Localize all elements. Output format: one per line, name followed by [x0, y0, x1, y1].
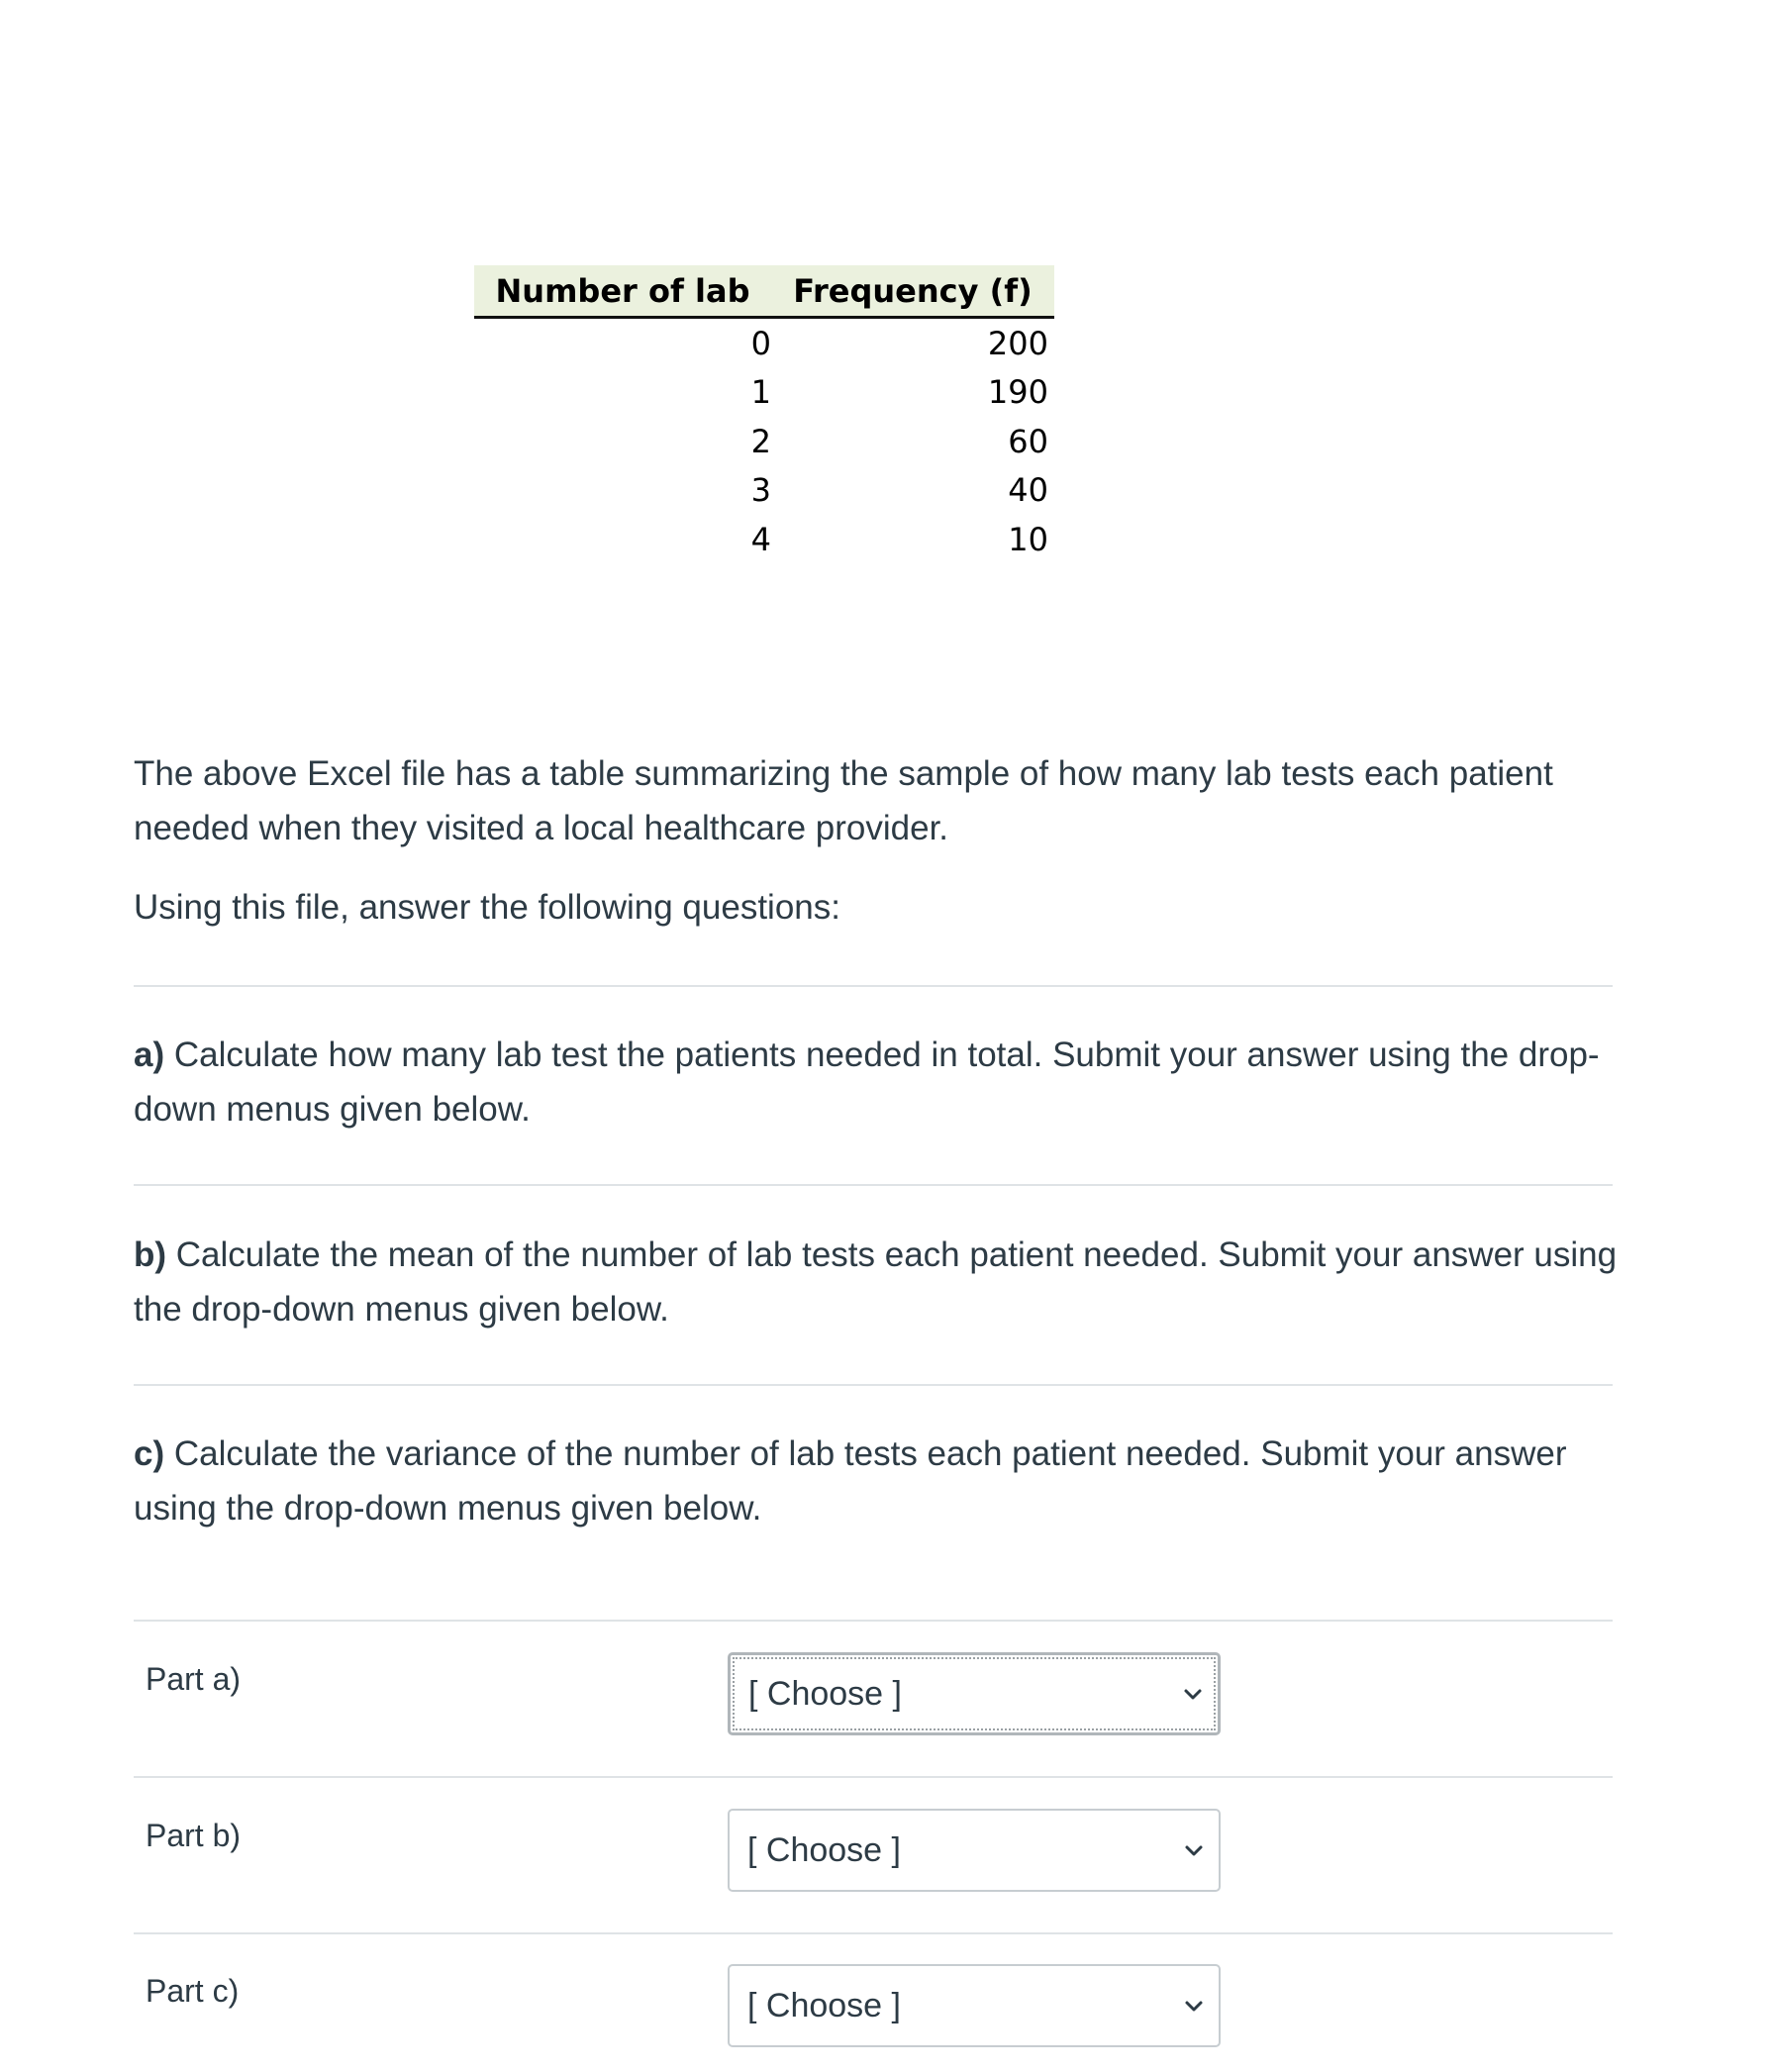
divider — [134, 1620, 1613, 1622]
question-a-prefix: a) — [134, 1036, 165, 1074]
question-c-text: Calculate the variance of the number of lab tests each patient needed. Submit your answer using the drop-down menus given below. — [134, 1434, 1567, 1528]
chevron-down-icon — [1181, 1993, 1207, 2019]
table-row — [474, 368, 1054, 418]
answer-label-part-c: Part c) — [146, 1973, 240, 2009]
lab-frequency-table — [474, 265, 1054, 564]
header-frequency: Frequency (f) — [793, 271, 1033, 310]
table-header-row — [474, 265, 1054, 319]
answer-label-part-b: Part b) — [146, 1818, 242, 1853]
divider — [134, 1384, 1613, 1386]
chevron-down-icon — [1181, 1837, 1207, 1863]
cell-frequency: 40 — [1008, 471, 1048, 510]
question-c — [134, 1427, 1619, 1535]
part-b-selected-value: [ Choose ] — [747, 1830, 901, 1869]
cell-labs: 3 — [750, 471, 771, 510]
intro-paragraph: The above Excel file has a table summarizing the sample of how many lab tests each patient needed when they visited a local healthcare provider. — [134, 754, 1553, 847]
intro-instruction: Using this file, answer the following questions: — [134, 888, 840, 927]
cell-frequency: 60 — [1008, 422, 1048, 460]
divider — [134, 1184, 1613, 1186]
cell-frequency: 190 — [987, 373, 1048, 412]
cell-frequency: 200 — [987, 324, 1048, 362]
table-row — [474, 466, 1054, 516]
cell-labs: 0 — [750, 324, 771, 362]
question-a — [134, 1028, 1619, 1136]
answer-label-part-a: Part a) — [146, 1661, 242, 1697]
table-row — [474, 417, 1054, 466]
divider — [134, 1932, 1613, 1934]
table-row — [474, 515, 1054, 564]
table-row — [474, 319, 1054, 368]
part-c-select[interactable] — [728, 1964, 1221, 2047]
part-a-selected-value: [ Choose ] — [748, 1674, 902, 1713]
question-b — [134, 1228, 1619, 1336]
part-a-select[interactable] — [728, 1652, 1221, 1735]
header-number-of-lab: Number of lab — [495, 271, 750, 310]
question-c-prefix: c) — [134, 1434, 165, 1473]
question-a-text: Calculate how many lab test the patients needed in total. Submit your answer using the drop-down menus given below. — [134, 1036, 1600, 1129]
cell-frequency: 10 — [1008, 520, 1048, 558]
part-c-selected-value: [ Choose ] — [747, 1986, 901, 2024]
divider — [134, 1776, 1613, 1778]
question-b-text: Calculate the mean of the number of lab tests each patient needed. Submit your answer using the drop-down menus given below. — [134, 1235, 1618, 1329]
cell-labs: 1 — [750, 373, 771, 412]
question-b-prefix: b) — [134, 1235, 167, 1274]
cell-labs: 4 — [750, 520, 771, 558]
chevron-down-icon — [1180, 1681, 1206, 1707]
cell-labs: 2 — [750, 422, 771, 460]
divider — [134, 985, 1613, 987]
part-b-select[interactable] — [728, 1809, 1221, 1892]
